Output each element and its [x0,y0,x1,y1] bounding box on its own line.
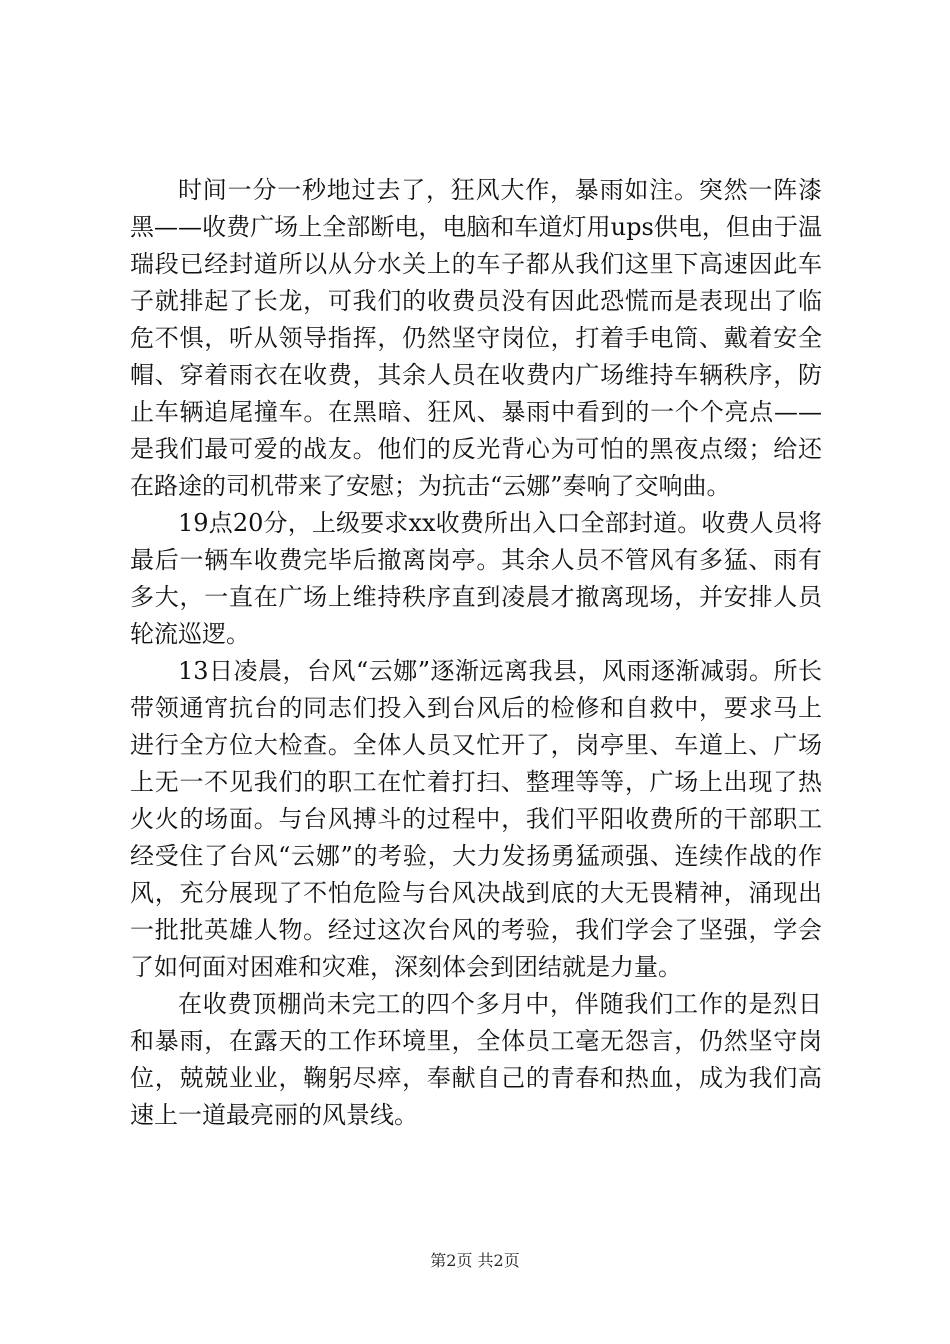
paragraph-1: 时间一分一秒地过去了，狂风大作，暴雨如注。突然一阵漆黑——收费广场上全部断电，电脑和车道灯用ups供电，但由于温瑞段已经封道所以从分水关上的车子都从我们这里下高速因此车子就排起了长龙，可我们的收费员没有因此恐慌而是表现出了临危不惧，听从领导指挥，仍然坚守岗位，打着手电筒、戴着安全帽、穿着雨衣在收费，其余人员在收费内广场维持车辆秩序，防止车辆追尾撞车。在黑暗、狂风、暴雨中看到的一个个亮点——是我们最可爱的战友。他们的反光背心为可怕的黑夜点缀；给还在路途的司机带来了安慰；为抗击“云娜”奏响了交响曲。 [130,176,822,500]
paragraph-2: 19点20分，上级要求xx收费所出入口全部封道。收费人员将最后一辆车收费完毕后撤离岗亭。其余人员不管风有多猛、雨有多大，一直在广场上维持秩序直到凌晨才撤离现场，并安排人员轮流巡逻。 [130,509,822,648]
page-footer: 第2页 共2页 [430,1251,520,1270]
paragraph-3: 13日凌晨，台风“云娜”逐渐远离我县，风雨逐渐减弱。所长带领通宵抗台的同志们投入到台风后的检修和自救中，要求马上进行全方位大检查。全体人员又忙开了，岗亭里、车道上、广场上无一不见我们的职工在忙着打扫、整理等等，广场上出现了热火火的场面。与台风搏斗的过程中，我们平阳收费所的干部职工经受住了台风“云娜”的考验，大力发扬勇猛顽强、连续作战的作风，充分展现了不怕危险与台风决战到底的大无畏精神，涌现出一批批英雄人物。经过这次台风的考验，我们学会了坚强，学会了如何面对困难和灾难，深刻体会到团结就是力量。 [130,657,822,981]
document-body [130,172,822,1134]
paragraph-4: 在收费顶棚尚未完工的四个多月中，伴随我们工作的是烈日和暴雨，在露天的工作环境里，全体员工毫无怨言，仍然坚守岗位，兢兢业业，鞠躬尽瘁，奉献自己的青春和热血，成为我们高速上一道最亮丽的风景线。 [130,990,822,1129]
